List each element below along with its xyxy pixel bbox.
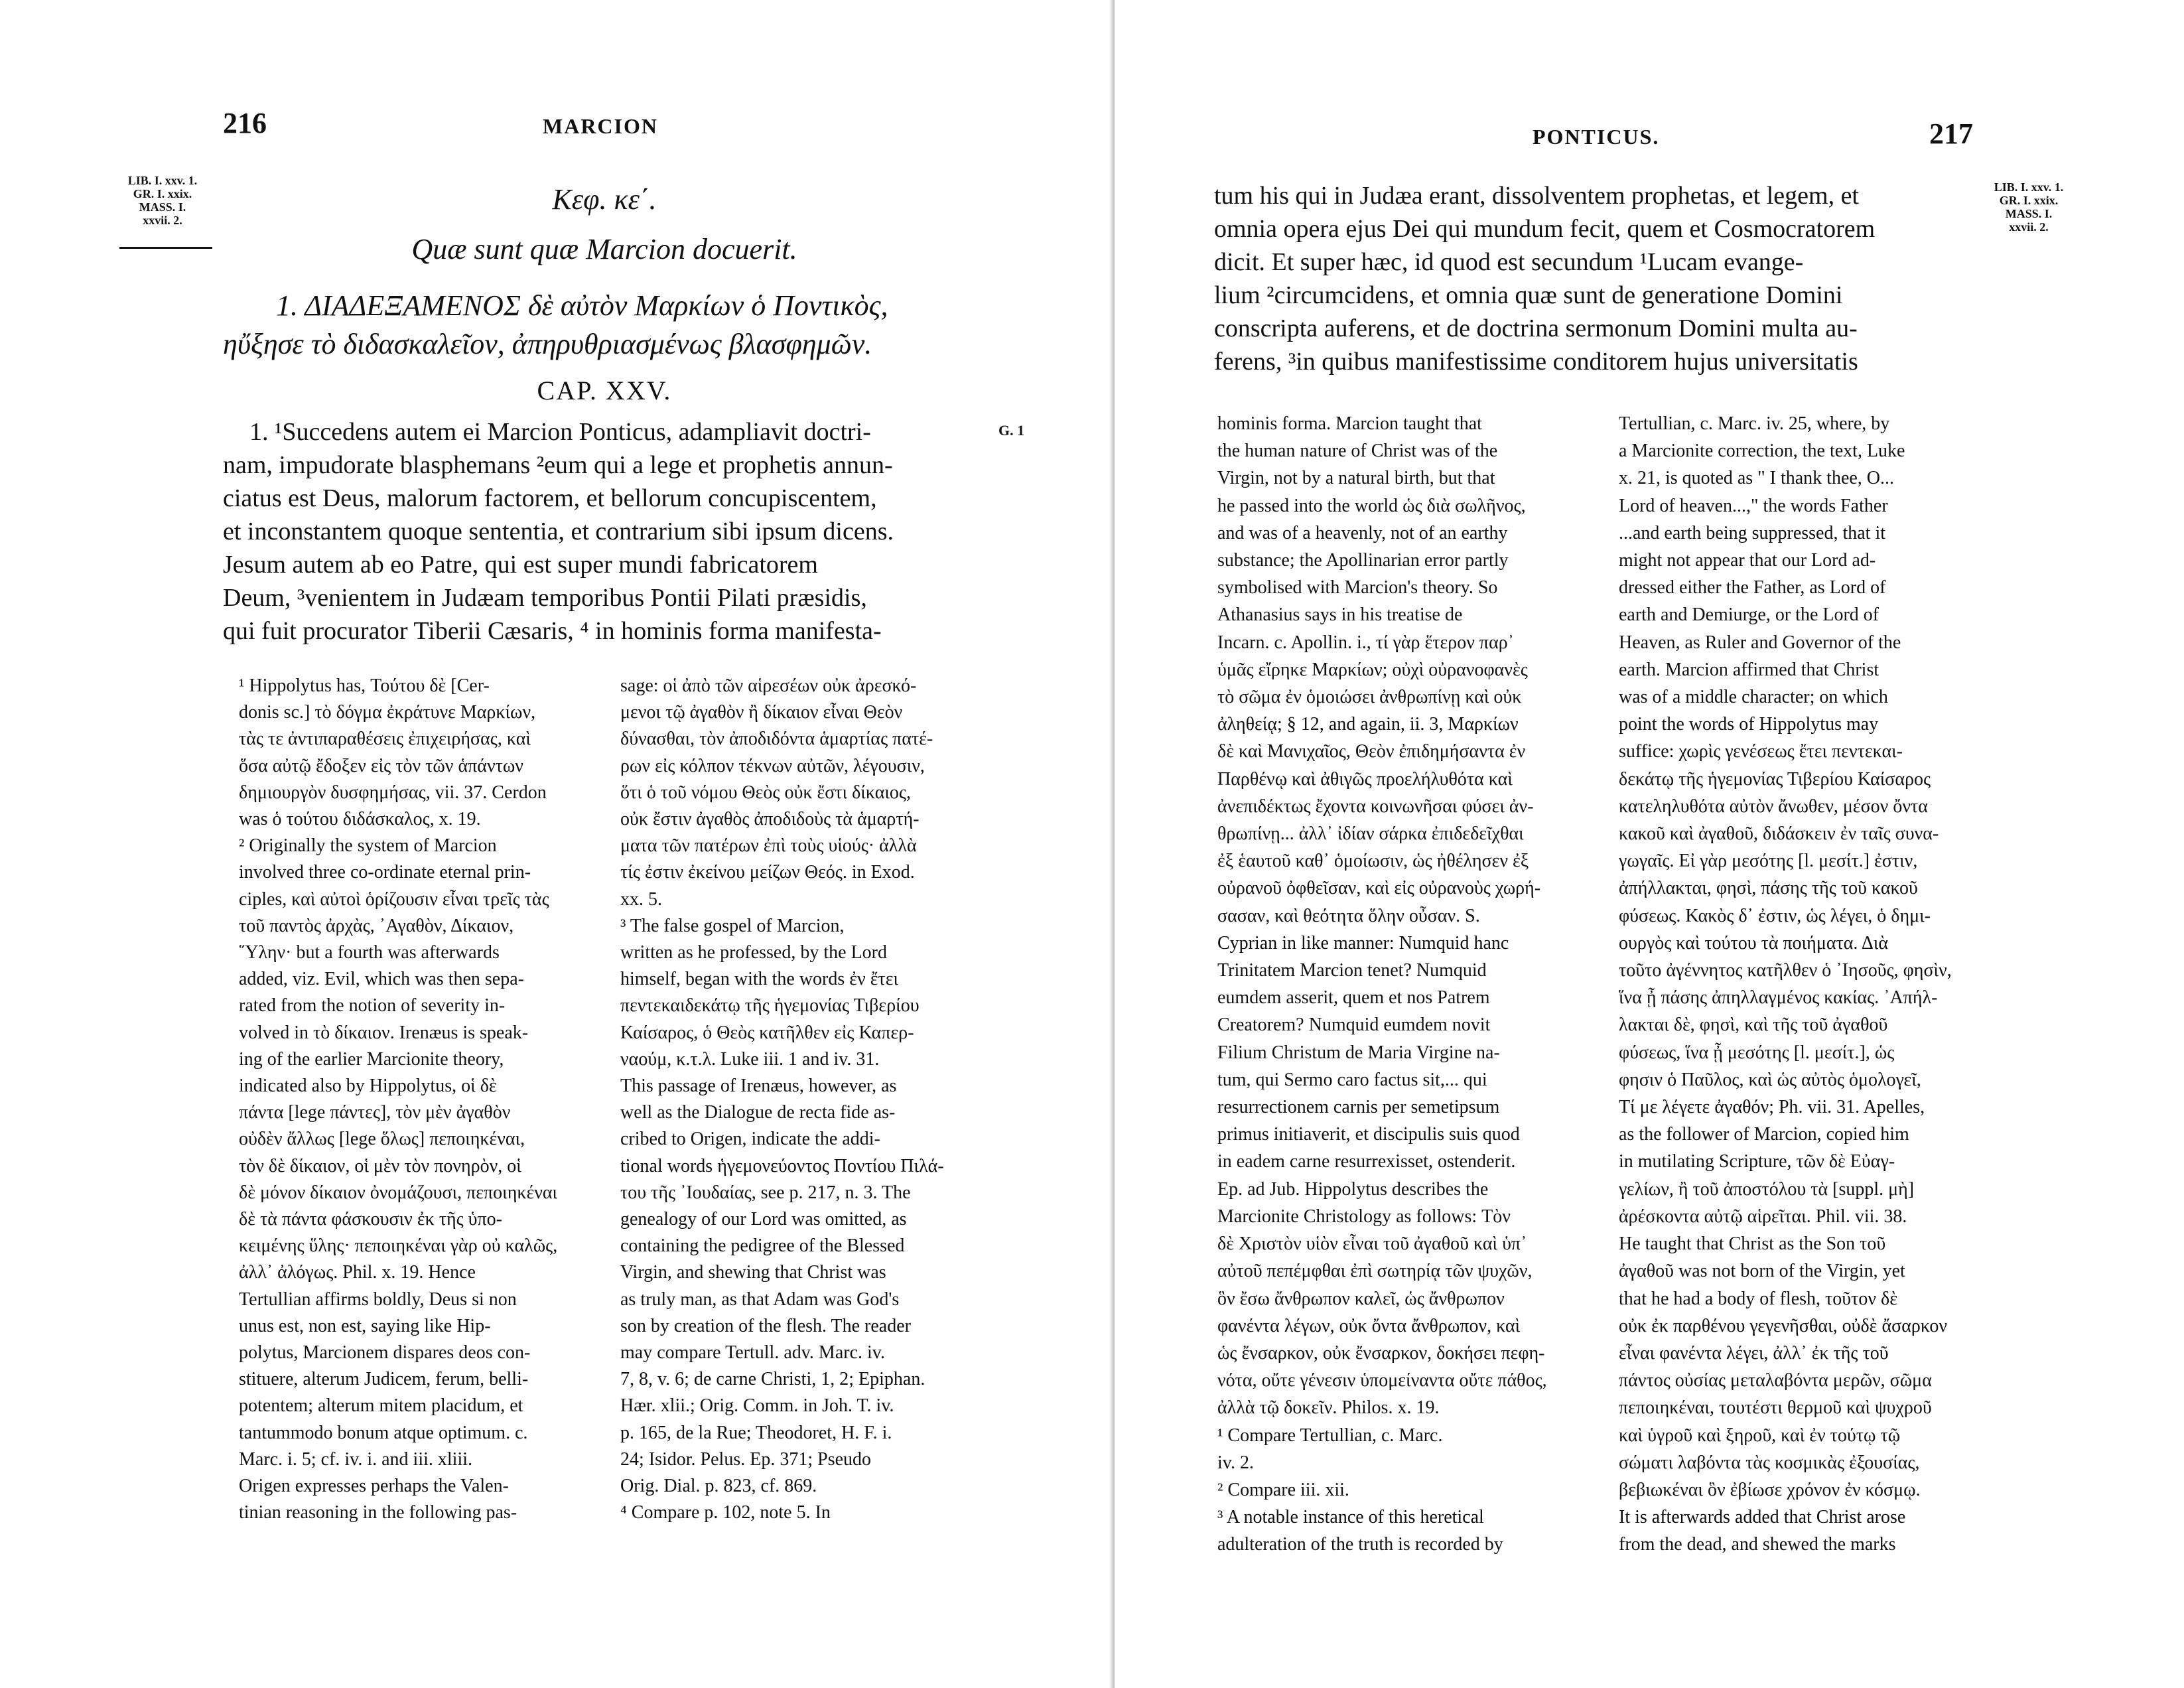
text-line: ciatus est Deus, malorum factorem, et bellorum concupiscentem,: [223, 484, 877, 512]
note-line: Τί με λέγετε ἀγαθόν; Ph. vii. 31. Apelles,: [1619, 1097, 1925, 1118]
note-line: ἀπήλλακται, φησὶ, πάσης τῆς τοῦ κακοῦ: [1619, 878, 1918, 899]
text-line: Jesum autem ab eo Patre, qui est super mundi fabricatorem: [223, 551, 818, 579]
note-line: eumdem asserit, quem et nos Patrem: [1217, 987, 1490, 1009]
margin-ref-line: GR. I. xxix.: [1999, 194, 2059, 207]
note-line: substance; the Apollinarian error partly: [1217, 550, 1509, 571]
note-line: φησιν ὁ Παῦλος, καὶ ὡς αὐτὸς ὁμολογεῖ,: [1619, 1069, 1921, 1090]
note-line: Ep. ad Jub. Hippolytus describes the: [1217, 1178, 1489, 1200]
footnotes-column-1: [239, 673, 597, 1527]
text-line: lium ²circumcidens, et omnia quæ sunt de generatione Domini: [1214, 281, 1843, 309]
note-line: tantummodo bonum atque optimum. c.: [239, 1422, 528, 1443]
note-line: ...and earth being suppressed, that it: [1619, 522, 1886, 543]
note-line: δὲ καὶ Μανιχαῖος, Θεὸν ἐπιδημήσαντα ἐν: [1217, 741, 1526, 762]
note-line: tum, qui Sermo caro factus sit,... qui: [1217, 1069, 1487, 1090]
note-line: ¹ Compare Tertullian, c. Marc.: [1217, 1425, 1443, 1446]
note-line: xx. 5.: [620, 888, 662, 910]
note-line: Cyprian in like manner: Numquid hanc: [1217, 932, 1509, 953]
note-line: σασαν, καὶ θεότητα ὅλην οὖσαν. S.: [1217, 905, 1480, 926]
text-line: et inconstantem quoque sententia, et contrarium sibi ipsum dicens.: [223, 518, 894, 545]
note-line: Virgin, and shewing that Christ was: [620, 1262, 886, 1283]
note-line: ὃν ἔσω ἄνθρωπον καλεῖ, ὡς ἄνθρωπον: [1217, 1288, 1505, 1309]
note-line: point the words of Hippolytus may: [1619, 714, 1879, 735]
note-line: πάντος οὐσίας μεταλαβόντα μερῶν, σῶμα: [1619, 1370, 1932, 1391]
note-line: κατεληλυθότα αὐτὸν ἄνωθεν, μέσον ὄντα: [1619, 796, 1928, 817]
note-line: ² Compare iii. xii.: [1217, 1479, 1349, 1500]
note-line: tional words ἡγεμονεύοντος Ποντίου Πιλά-: [620, 1155, 944, 1176]
margin-ref-line: LIB. I. xxv. 1.: [127, 174, 198, 187]
note-line: γελίων, ἢ τοῦ ἀποστόλου τὰ [suppl. μὴ]: [1619, 1178, 1915, 1200]
note-line: in eadem carne resurrexisset, ostenderit.: [1217, 1151, 1516, 1172]
note-line: οὐκ ἔστιν ἀγαθὸς ἀποδιδοὺς τὰ ἁμαρτή-: [620, 809, 920, 830]
note-line: iv. 2.: [1217, 1452, 1254, 1473]
note-line: οὐρανοῦ ὀφθεῖσαν, καὶ εἰς οὐρανοὺς χωρή-: [1217, 878, 1541, 899]
note-line: rated from the notion of severity in-: [239, 995, 506, 1017]
note-line: cribed to Origen, indicate the addi-: [620, 1129, 880, 1150]
note-line: might not appear that our Lord ad-: [1619, 550, 1876, 571]
main-text: [1214, 179, 1976, 378]
note-line: Marc. i. 5; cf. iv. i. and iii. xliii.: [239, 1448, 473, 1470]
footnotes-column-2: [1619, 410, 1982, 1559]
note-line: as the follower of Marcion, copied him: [1619, 1124, 1909, 1145]
note-line: δύνασθαι, τὸν ἀποδιδόντα ἁμαρτίας πατέ-: [620, 729, 933, 750]
note-line: sage: οἱ ἀπὸ τῶν αἱρεσέων οὐκ ἀρεσκό-: [620, 675, 917, 696]
note-line: ὅσα αὐτῷ ἔδοξεν εἰς τὸν τῶν ἁπάντων: [239, 755, 523, 776]
note-line: suffice: χωρὶς γενέσεως ἔτει πεντεκαι-: [1619, 741, 1903, 762]
note-line: πεντεκαιδεκάτῳ τῆς ἡγεμονίας Τιβερίου: [620, 995, 920, 1017]
note-line: δὲ τὰ πάντα φάσκουσιν ἐκ τῆς ὑπο-: [239, 1209, 503, 1230]
chapter-greek-heading: Κεφ. κε΄.: [552, 183, 657, 216]
note-line: ² Originally the system of Marcion: [239, 835, 497, 857]
note-line: ἵνα ᾖ πάσης ἀπηλλαγμένος κακίας. ᾿Απήλ-: [1619, 987, 1938, 1009]
note-line: αὐτοῦ πεπέμφθαι ἐπὶ σωτηρίᾳ τῶν ψυχῶν,: [1217, 1261, 1533, 1282]
note-line: symbolised with Marcion's theory. So: [1217, 577, 1498, 598]
text-line: conscripta auferens, et de doctrina sermonum Domini multa au-: [1214, 315, 1858, 342]
note-line: x. 21, is quoted as " I thank thee, O...: [1619, 468, 1895, 489]
note-line: polytus, Marcionem dispares deos con-: [239, 1342, 531, 1364]
note-line: potentem; alterum mitem placidum, et: [239, 1395, 523, 1417]
note-line: ἀρέσκοντα αὐτῷ αἱρεῖται. Phil. vii. 38.: [1619, 1206, 1907, 1227]
note-line: λακται δὲ, φησὶ, καὶ τῆς τοῦ ἀγαθοῦ: [1619, 1015, 1888, 1036]
note-line: πάντα [lege πάντες], τὸν μὲν ἀγαθὸν: [239, 1102, 511, 1123]
note-line: τὸν δὲ δίκαιον, οἱ μὲν τὸν πονηρὸν, οἱ: [239, 1155, 521, 1176]
note-line: tinian reasoning in the following pas-: [239, 1502, 517, 1523]
note-line: θρωπίνῃ... ἀλλ᾽ ἰδίαν σάρκα ἐπιδεδεῖχθαι: [1217, 823, 1524, 845]
note-line: ὡς ἔνσαρκον, οὐκ ἔνσαρκον, δοκήσει πεφη-: [1217, 1342, 1545, 1364]
text-line: Deum, ³venientem in Judæam temporibus Pontii Pilati præsidis,: [223, 584, 867, 612]
note-line: he passed into the world ὡς διὰ σωλῆνος,: [1217, 495, 1526, 516]
note-line: well as the Dialogue de recta fide as-: [620, 1102, 896, 1123]
note-line: Tertullian affirms boldly, Deus si non: [239, 1289, 517, 1310]
text-line: nam, impudorate blasphemans ²eum qui a lege et prophetis annun-: [223, 451, 893, 479]
note-line: earth and Demiurge, or the Lord of: [1619, 604, 1879, 626]
note-line: εἶναι φανέντα λέγει, ἀλλ᾽ ἐκ τῆς τοῦ: [1619, 1342, 1889, 1364]
note-line: Creatorem? Numquid eumdem novit: [1217, 1015, 1491, 1036]
margin-reference: [113, 174, 212, 227]
note-line: ³ The false gospel of Marcion,: [620, 915, 845, 936]
page-number: 217: [1929, 117, 1973, 150]
note-line: Heaven, as Ruler and Governor of the: [1619, 632, 1901, 653]
note-line: τίς ἐστιν ἐκείνου μείζων Θεός. in Exod.: [620, 862, 915, 883]
note-line: containing the pedigree of the Blessed: [620, 1235, 905, 1257]
cap-heading: CAP. XXV.: [537, 376, 672, 405]
margin-ref-line: MASS. I.: [2005, 207, 2053, 220]
note-line: He taught that Christ as the Son τοῦ: [1619, 1233, 1886, 1255]
note-line: δημιουργὸν δυσφημήσας, vii. 37. Cerdon: [239, 782, 547, 803]
note-line: Trinitatem Marcion tenet? Numquid: [1217, 960, 1487, 981]
note-line: written as he professed, by the Lord: [620, 942, 887, 963]
note-line: μενοι τῷ ἀγαθὸν ἢ δίκαιον εἶναι Θεὸν: [620, 702, 903, 723]
note-line: καὶ ὑγροῦ καὶ ξηροῦ, καὶ ἐν τούτῳ τῷ: [1619, 1425, 1901, 1446]
note-line: ¹ Hippolytus has, Τούτου δὲ [Cer-: [239, 675, 490, 696]
margin-ref-line: LIB. I. xxv. 1.: [1994, 180, 2064, 194]
note-line: p. 165, de la Rue; Theodoret, H. F. i.: [620, 1422, 892, 1443]
text-line: ηὔξησε τὸ διδασκαλεῖον, ἀπηρυθριασμένως βλασφημῶν.: [223, 328, 872, 360]
margin-ref-line: MASS. I.: [139, 200, 186, 214]
note-line: φανέντα λέγων, οὐκ ὄντα ἄνθρωπον, καὶ: [1217, 1315, 1521, 1336]
note-line: Καίσαρος, ὁ Θεὸς κατῆλθεν εἰς Καπερ-: [620, 1022, 914, 1043]
note-line: οὐδὲν ἄλλως [lege ὅλως] πεποιηκέναι,: [239, 1129, 525, 1150]
note-line: Athanasius says in his treatise de: [1217, 604, 1463, 626]
note-line: βεβιωκέναι ὃν ἐβίωσε χρόνον ἐν κόσμῳ.: [1619, 1479, 1921, 1500]
note-line: δὲ μόνον δίκαιον ὀνομάζουσι, πεποιηκέναι: [239, 1182, 558, 1203]
note-line: τοῦ παντὸς ἀρχὰς, ᾿Αγαθὸν, Δίκαιον,: [239, 915, 514, 936]
note-line: ὑμᾶς εἴρηκε Μαρκίων; οὐχὶ οὐρανοφανὲς: [1217, 659, 1528, 680]
note-line: ουργὸς καὶ τούτου τὰ ποιήματα. Διὰ: [1619, 932, 1889, 953]
note-line: ἀληθείᾳ; § 12, and again, ii. 3, Μαρκίων: [1217, 714, 1519, 735]
text-line: 1. ¹Succedens autem ei Marcion Ponticus, adampliavit doctri-: [249, 418, 871, 446]
note-line: adulteration of the truth is recorded by: [1217, 1534, 1503, 1555]
note-line: primus initiaverit, et discipulis suis quod: [1217, 1124, 1520, 1145]
note-line: 24; Isidor. Pelus. Ep. 371; Pseudo: [620, 1448, 872, 1470]
note-line: πεποιηκέναι, τουτέστι θερμοῦ καὶ ψυχροῦ: [1619, 1397, 1932, 1419]
note-line: ⁴ Compare p. 102, note 5. In: [620, 1502, 831, 1523]
note-line: in mutilating Scripture, τῶν δὲ Εὐαγ-: [1619, 1151, 1895, 1172]
note-line: ἐξ ἑαυτοῦ καθ᾽ ὁμοίωσιν, ὡς ἠθέλησεν ἐξ: [1217, 851, 1529, 872]
note-line: τὸ σῶμα ἐν ὁμοιώσει ἀνθρωπίνῃ καὶ οὐκ: [1217, 687, 1522, 708]
text-line: ferens, ³in quibus manifestissime conditorem hujus universitatis: [1214, 348, 1858, 376]
note-line: It is afterwards added that Christ arose: [1619, 1507, 1906, 1528]
main-text: [223, 415, 986, 648]
running-head: MARCION: [543, 114, 658, 138]
note-line: τοῦτο ἀγέννητος κατῆλθεν ὁ ᾿Ιησοῦς, φησὶν,: [1619, 960, 1952, 981]
footnotes-column-2: [620, 673, 989, 1527]
note-line: ρων εἰς κόλπον τέκνων αὐτῶν, λέγουσιν,: [620, 755, 925, 776]
note-line: indicated also by Hippolytus, οἱ δὲ: [239, 1076, 497, 1097]
text-line: tum his qui in Judæa erant, dissolventem prophetas, et legem, et: [1214, 182, 1859, 210]
text-line: omnia opera ejus Dei qui mundum fecit, quem et Cosmocratorem: [1214, 215, 1876, 243]
note-line: from the dead, and shewed the marks: [1619, 1534, 1896, 1555]
note-line: genealogy of our Lord was omitted, as: [620, 1209, 907, 1230]
note-line: son by creation of the flesh. The reader: [620, 1315, 911, 1336]
note-line: donis sc.] τὸ δόγμα ἐκράτυνε Μαρκίων,: [239, 702, 536, 723]
note-line: του τῆς ᾿Ιουδαίας, see p. 217, n. 3. The: [620, 1182, 911, 1203]
note-line: ἀγαθοῦ was not born of the Virgin, yet: [1619, 1261, 1905, 1282]
margin-ref-line: GR. I. xxix.: [133, 187, 192, 200]
greek-intro: [223, 287, 986, 364]
text-line: dicit. Et super hæc, id quod est secundum ¹Lucam evange-: [1214, 248, 1804, 276]
note-line: ἀλλὰ τῷ δοκεῖν. Philos. x. 19.: [1217, 1397, 1440, 1419]
note-line: Filium Christum de Maria Virgine na-: [1217, 1042, 1500, 1063]
note-line: Virgin, not by a natural birth, but that: [1217, 468, 1495, 489]
note-line: 7, 8, v. 6; de carne Christi, 1, 2; Epiphan.: [620, 1369, 925, 1390]
note-line: stituere, alterum Judicem, ferum, belli-: [239, 1369, 529, 1390]
note-line: φύσεως, ἵνα ᾖ μεσότης [l. μεσίτ.], ὡς: [1619, 1042, 1895, 1063]
right-page: [1115, 0, 2184, 1688]
note-line: volved in τὸ δίκαιον. Irenæus is speak-: [239, 1022, 529, 1043]
note-line: the human nature of Christ was of the: [1217, 441, 1498, 462]
note-line: Παρθένῳ καὶ ἀθιγῶς προελήλυθότα καὶ: [1217, 768, 1513, 790]
note-line: hominis forma. Marcion taught that: [1217, 413, 1482, 434]
note-line: ὅτι ὁ τοῦ νόμου Θεὸς οὐκ ἔστι δίκαιος,: [620, 782, 911, 803]
note-line: was of a middle character; on which: [1619, 687, 1888, 708]
text-line: 1. ΔΙΑΔΕΞΑΜΕΝΟΣ δὲ αὐτὸν Μαρκίων ὁ Ποντικὸς,: [276, 289, 888, 322]
note-line: Origen expresses perhaps the Valen-: [239, 1476, 509, 1497]
note-line: οὐκ ἐκ παρθένου γεγενῆσθαι, οὐδὲ ἄσαρκον: [1619, 1315, 1948, 1336]
note-line: νότα, οὔτε γένεσιν ὑπομείναντα οὔτε πάθος,: [1217, 1370, 1547, 1391]
margin-rule: [119, 247, 212, 249]
note-line: Lord of heaven...," the words Father: [1619, 495, 1888, 516]
note-line: may compare Tertull. adv. Marc. iv.: [620, 1342, 885, 1364]
note-line: σώματι λαβόντα τὰς κοσμικὰς ἐξουσίας,: [1619, 1452, 1920, 1473]
note-line: Tertullian, c. Marc. iv. 25, where, by: [1619, 413, 1890, 434]
note-line: dressed either the Father, as Lord of: [1619, 577, 1886, 598]
text-line: qui fuit procurator Tiberii Cæsaris, ⁴ in hominis forma manifesta-: [223, 617, 882, 645]
note-line: earth. Marcion affirmed that Christ: [1619, 659, 1879, 680]
note-line: ῞Υλην· but a fourth was afterwards: [239, 942, 500, 963]
note-line: κειμένης ὕλης· πεποιηκέναι γὰρ οὐ καλῶς,: [239, 1235, 558, 1257]
note-line: δὲ Χριστὸν υἱὸν εἶναι τοῦ ἀγαθοῦ καὶ ὑπ᾽: [1217, 1233, 1527, 1255]
note-line: φύσεως. Κακὸς δ᾽ ἐστιν, ὡς λέγει, ὁ δημι-: [1619, 905, 1931, 926]
note-line: κακοῦ καὶ ἀγαθοῦ, διδάσκειν ἐν ταῖς συνα-: [1619, 823, 1939, 845]
note-line: unus est, non est, saying like Hip-: [239, 1315, 491, 1336]
margin-reference: [1979, 180, 2079, 234]
note-line: added, viz. Evil, which was then sepa-: [239, 969, 524, 990]
margin-ref-line: xxvii. 2.: [143, 214, 182, 227]
note-line: γωγαῖς. Εἰ γὰρ μεσότης [l. μεσίτ.] ἐστιν,: [1619, 851, 1918, 872]
note-line: δεκάτῳ τῆς ἡγεμονίας Τιβερίου Καίσαρος: [1619, 768, 1931, 790]
page-number: 216: [223, 107, 267, 139]
note-line: This passage of Irenæus, however, as: [620, 1076, 897, 1097]
note-line: ματα τῶν πατέρων ἐπὶ τοὺς υἱούς· ἀλλὰ: [620, 835, 917, 857]
note-line: was ὁ τούτου διδάσκαλος, x. 19.: [239, 809, 481, 830]
margin-ref-line: xxvii. 2.: [2009, 220, 2049, 234]
chapter-title: Quæ sunt quæ Marcion docuerit.: [411, 233, 797, 265]
note-line: that he had a body of flesh, τοῦτον δὲ: [1619, 1288, 1897, 1309]
note-line: ciples, καὶ αὐτοὶ ὁρίζουσιν εἶναι τρεῖς τὰς: [239, 888, 549, 910]
note-line: ἀνεπιδέκτως ἔχοντα κοινωνῆσαι φύσει ἀν-: [1217, 796, 1534, 817]
side-mark: G. 1: [998, 422, 1025, 439]
note-line: involved three co-ordinate eternal prin-: [239, 862, 531, 883]
note-line: ἀλλ᾽ ἀλόγως. Phil. x. 19. Hence: [239, 1262, 476, 1283]
note-line: Orig. Dial. p. 823, cf. 869.: [620, 1476, 817, 1497]
note-line: himself, began with the words ἐν ἔτει: [620, 969, 898, 990]
note-line: Hær. xlii.; Orig. Comm. in Joh. T. iv.: [620, 1395, 894, 1417]
note-line: ing of the earlier Marcionite theory,: [239, 1048, 504, 1070]
note-line: resurrectionem carnis per semetipsum: [1217, 1097, 1500, 1118]
note-line: as truly man, as that Adam was God's: [620, 1289, 900, 1310]
note-line: ναούμ, κ.τ.λ. Luke iii. 1 and iv. 31.: [620, 1048, 880, 1070]
note-line: Marcionite Christology as follows: Τὸν: [1217, 1206, 1511, 1227]
footnotes-column-1: [1217, 410, 1586, 1559]
note-line: a Marcionite correction, the text, Luke: [1619, 441, 1905, 462]
note-line: ³ A notable instance of this heretical: [1217, 1507, 1484, 1528]
note-line: τὰς τε ἀντιπαραθέσεις ἐπιχειρήσας, καὶ: [239, 729, 531, 750]
running-head: PONTICUS.: [1533, 125, 1660, 149]
note-line: Incarn. c. Apollin. i., τί γὰρ ἕτερον παρ᾽: [1217, 632, 1515, 653]
note-line: and was of a heavenly, not of an earthy: [1217, 522, 1508, 543]
